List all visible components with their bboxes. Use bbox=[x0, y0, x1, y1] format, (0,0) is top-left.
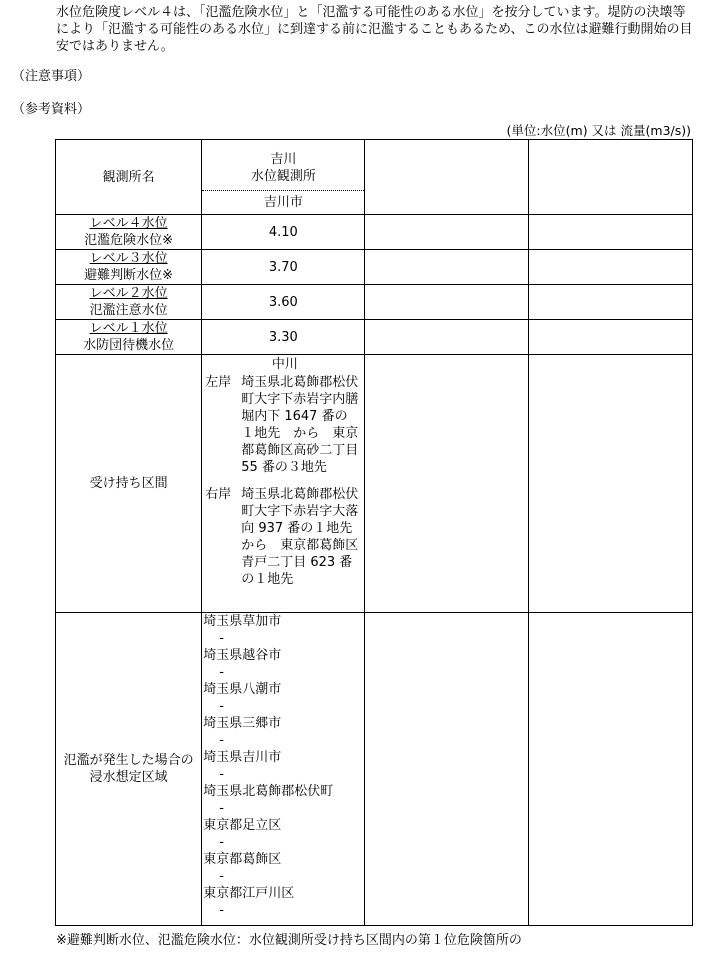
reference-heading: （参考資料） bbox=[12, 102, 91, 117]
flood-area-item: 埼玉県吉川市 bbox=[203, 750, 282, 765]
flood-area-separator: - bbox=[219, 767, 224, 782]
flood-area-item: 埼玉県北葛飾郡松伏町 bbox=[203, 784, 334, 799]
empty-cell bbox=[365, 250, 528, 285]
flood-area-item: 埼玉県草加市 bbox=[203, 614, 282, 629]
empty-cell bbox=[528, 320, 692, 355]
flood-area-item: 埼玉県越谷市 bbox=[203, 648, 282, 663]
level-type: 氾濫危険水位※ bbox=[84, 233, 174, 248]
empty-cell bbox=[528, 140, 692, 215]
station-name-cell bbox=[202, 140, 365, 215]
station-name-line2: 水位観測所 bbox=[250, 169, 316, 184]
flood-area-separator: - bbox=[219, 699, 224, 714]
empty-cell bbox=[365, 355, 528, 613]
level-name: レベル３水位 bbox=[89, 251, 168, 266]
flood-area-header: 氾濫が発生した場合の浸水想定区域 bbox=[63, 753, 194, 785]
level-name: レベル４水位 bbox=[89, 216, 168, 231]
notes-heading: （注意事項） bbox=[12, 69, 91, 84]
flood-area-item: 東京都足立区 bbox=[203, 818, 282, 833]
section-cell bbox=[202, 355, 365, 613]
unit-label: (単位:水位(m) 又は 流量(m3/s)) bbox=[506, 123, 691, 138]
level-value: 3.30 bbox=[202, 320, 365, 355]
flood-area-item: 埼玉県三郷市 bbox=[203, 716, 282, 731]
level-name: レベル２水位 bbox=[89, 286, 168, 301]
flood-area-item: 東京都江戸川区 bbox=[203, 886, 295, 901]
station-name-line1: 吉川 bbox=[270, 152, 297, 167]
level-label-cell bbox=[56, 215, 202, 250]
level-label-cell bbox=[56, 285, 202, 320]
station-header-cell bbox=[56, 140, 202, 215]
water-level-table bbox=[55, 139, 693, 926]
footnote: ※避難判断水位、氾濫危険水位：水位観測所受け持ち区間内の第１位危険箇所の bbox=[56, 933, 522, 948]
station-name bbox=[202, 141, 364, 191]
level-type: 水防団待機水位 bbox=[83, 338, 175, 353]
flood-area-separator: - bbox=[219, 631, 224, 646]
section-row bbox=[56, 355, 693, 613]
left-bank bbox=[205, 374, 364, 476]
level-value: 4.10 bbox=[202, 215, 365, 250]
level-value: 3.60 bbox=[202, 285, 365, 320]
flood-area-separator: - bbox=[219, 665, 224, 680]
river-name: 中川 bbox=[271, 357, 298, 372]
left-bank-text: 埼玉県北葛飾郡松伏町大字下赤岩字内膳堀内下 1647 番の１地先 から 東京都葛飾区高砂二丁目 55 番の３地先 bbox=[241, 375, 359, 475]
level-row bbox=[56, 320, 693, 355]
empty-cell bbox=[365, 140, 528, 215]
station-city: 吉川市 bbox=[263, 195, 303, 210]
flood-area-separator: - bbox=[219, 733, 224, 748]
right-bank-label: 右岸 bbox=[205, 487, 232, 502]
level-row bbox=[56, 215, 693, 250]
level-type: 氾濫注意水位 bbox=[89, 303, 168, 318]
right-bank bbox=[205, 486, 364, 588]
empty-cell bbox=[528, 285, 692, 320]
flood-area-list bbox=[202, 613, 365, 926]
flood-area-item: 東京都葛飾区 bbox=[203, 852, 282, 867]
empty-cell bbox=[528, 215, 692, 250]
section-header: 受け持ち区間 bbox=[56, 355, 202, 613]
level-label-cell bbox=[56, 250, 202, 285]
flood-area-separator: - bbox=[219, 835, 224, 850]
empty-cell bbox=[365, 613, 528, 926]
station-header: 観測所名 bbox=[102, 169, 155, 185]
level-type: 避難判断水位※ bbox=[84, 268, 174, 283]
empty-cell bbox=[528, 355, 692, 613]
intro-paragraph: 水位危険度レベル４は、「氾濫危険水位」と「氾濫する可能性のある水位」を按分しています。堤防の決壊等により「氾濫する可能性のある水位」に到達する前に氾濫することもあるため、この水位は避難行動開始の目安ではありません。 bbox=[56, 5, 693, 54]
empty-cell bbox=[528, 250, 692, 285]
level-name: レベル１水位 bbox=[89, 321, 168, 336]
left-bank-label: 左岸 bbox=[205, 375, 232, 390]
empty-cell bbox=[365, 320, 528, 355]
level-row bbox=[56, 250, 693, 285]
flood-area-separator: - bbox=[219, 801, 224, 816]
station-row bbox=[56, 140, 693, 215]
flood-area-header-cell bbox=[56, 613, 202, 926]
right-bank-text: 埼玉県北葛飾郡松伏町大字下赤岩字大落向 937 番の１地先 から 東京都葛飾区青戸二丁目 623 番の１地先 bbox=[241, 487, 366, 587]
empty-cell bbox=[365, 215, 528, 250]
flood-area-row bbox=[56, 613, 693, 926]
flood-area-separator: - bbox=[219, 869, 224, 884]
level-value: 3.70 bbox=[202, 250, 365, 285]
flood-area-item: 埼玉県八潮市 bbox=[203, 682, 282, 697]
empty-cell bbox=[365, 285, 528, 320]
level-label-cell bbox=[56, 320, 202, 355]
empty-cell bbox=[528, 613, 692, 926]
level-row bbox=[56, 285, 693, 320]
flood-area-separator: - bbox=[219, 903, 224, 918]
